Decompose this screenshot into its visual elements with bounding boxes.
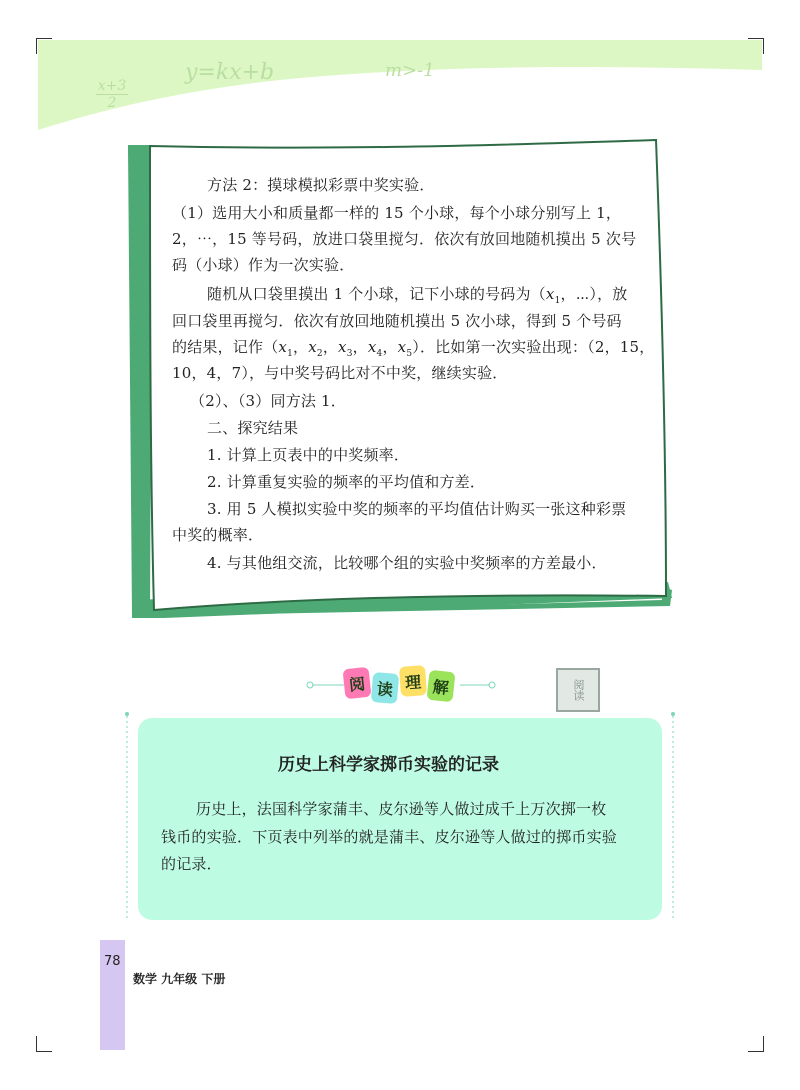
tuple-sub: 2 <box>316 349 323 359</box>
reading-seal-text: 阅读 <box>572 679 585 701</box>
reading-tile-2: 读 <box>371 672 400 704</box>
para2-line1-a: 随机从口袋里摸出 1 个小球，记下小球的号码为（ <box>207 285 546 303</box>
para2-line3-a: 的结果，记作（ <box>172 338 279 356</box>
var-sub: 1 <box>554 296 561 306</box>
step1-line3: 码（小球）作为一次实验． <box>172 256 355 274</box>
reading-box <box>138 718 662 920</box>
formula-numerator: x+3 <box>97 78 127 94</box>
method-title: 方法 2：摸球模拟彩票中奖实验． <box>207 176 435 194</box>
tuple-sub: 4 <box>376 349 383 359</box>
tuple-var: x <box>367 338 377 356</box>
result-item-3-line2: 中奖的概率． <box>172 526 264 544</box>
reading-tile-3: 理 <box>399 665 427 697</box>
result-item-1: 1. 计算上页表中的中奖频率． <box>207 446 410 464</box>
tuple-sub: 5 <box>406 349 413 359</box>
step23: （2）、（3）同方法 1． <box>190 392 346 410</box>
step1-line1: （1）选用大小和质量都一样的 15 个小球，每个小球分别写上 1， <box>172 204 622 222</box>
result-item-4: 4. 与其他组交流，比较哪个组的实验中奖频率的方差最小． <box>207 554 607 572</box>
tuple-var: x <box>338 338 347 356</box>
reading-body-line2: 钱币的实验．下页表中列举的就是蒲丰、皮尔逊等人做过的掷币实验 <box>161 828 618 846</box>
tuple-sub: 1 <box>287 349 294 359</box>
reading-title: 历史上科学家掷币实验的记录 <box>278 755 499 775</box>
formula-denominator: 2 <box>107 95 117 111</box>
step1-line2: 2，⋯，15 等号码，放进口袋里搅匀．依次有放回地随机摸出 5 次号 <box>172 230 637 248</box>
para2-line3-b: ）．比如第一次实验出现：（2，15， <box>412 338 655 356</box>
reading-body-line1: 历史上，法国科学家蒲丰、皮尔逊等人做过成千上万次掷一枚 <box>196 800 607 818</box>
tuple-var: x <box>278 338 288 356</box>
tuple-sub: 3 <box>346 349 353 359</box>
header-formula-center: y=kx+b <box>185 60 275 85</box>
section2-heading: 二、探究结果 <box>207 419 299 437</box>
page-number: 78 <box>104 954 121 969</box>
para2-line1-b: ，⋯），放 <box>560 285 628 303</box>
para2-line4: 10，4，7），与中奖号码比对不中奖，继续实验． <box>172 364 508 382</box>
book-title: 数学 九年级 下册 <box>133 972 226 986</box>
tuple-var: x <box>308 338 317 356</box>
reading-seal-icon <box>556 668 600 712</box>
var-x: x <box>545 285 555 303</box>
reading-body-line3: 的记录． <box>161 855 222 873</box>
tuple-var: x <box>397 338 407 356</box>
result-item-3-line1: 3. 用 5 人模拟实验中奖的频率的平均值估计购买一张这种彩票 <box>207 500 627 518</box>
reading-tile-1: 阅 <box>343 667 372 700</box>
para2-line2: 回口袋里再搅匀．依次有放回地随机摸出 5 次小球，得到 5 个号码 <box>172 312 622 330</box>
result-item-2: 2. 计算重复实验的频率的平均值和方差． <box>207 473 486 491</box>
para2-line3: 的结果，记作（$x_1$，$x_2$，$x_3$，$x_4$，$x_5$）．比如第一次实验出现：（2，15， <box>172 338 655 359</box>
header-formula-right: m>-1 <box>385 60 435 81</box>
reading-tile-4: 解 <box>427 670 456 703</box>
